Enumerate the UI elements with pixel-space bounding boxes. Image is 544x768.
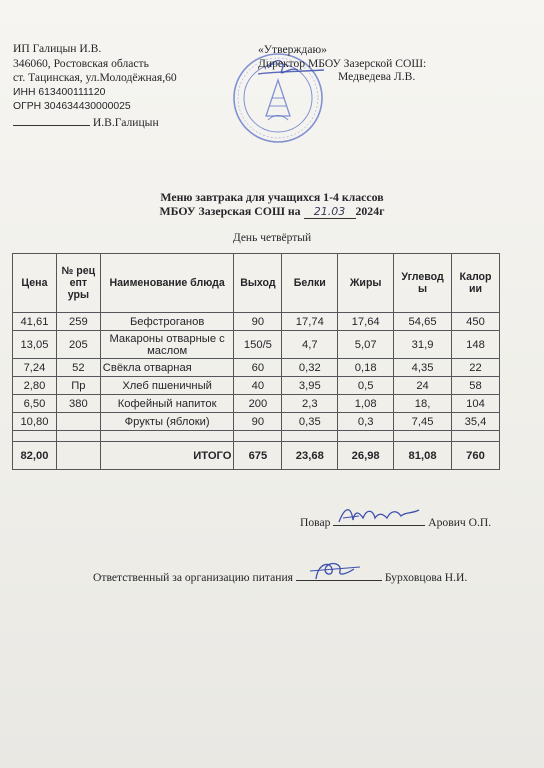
cell-price: 10,80 <box>13 413 57 431</box>
document-title <box>0 190 544 219</box>
cell-dish: Фрукты (яблоки) <box>100 413 234 431</box>
cell-calories: 450 <box>452 313 500 331</box>
table-row <box>13 313 500 331</box>
header-price: Цена <box>13 254 57 313</box>
cell-carbs: 7,45 <box>394 413 452 431</box>
cell-empty <box>394 431 452 442</box>
responsible-signature-icon <box>296 557 382 583</box>
cell-calories: 104 <box>452 395 500 413</box>
responsible-signature-block <box>93 569 533 584</box>
responsible-name: Бурховцова Н.И. <box>384 571 468 584</box>
cook-signature-icon <box>333 502 425 528</box>
cook-signature-block <box>300 514 540 529</box>
cell-calories: 22 <box>452 359 500 377</box>
cell-dish: Кофейный напиток <box>100 395 234 413</box>
header-recipe: № рец епт уры <box>56 254 100 313</box>
cell-empty <box>13 431 57 442</box>
header-carbs: Углевод ы <box>394 254 452 313</box>
cell-empty <box>234 431 282 442</box>
approval-heading: «Утверждаю» <box>258 43 327 56</box>
cell-price: 7,24 <box>13 359 57 377</box>
cell-fats: 1,08 <box>338 395 394 413</box>
header-calories: Калор ии <box>452 254 500 313</box>
cell-carbs: 54,65 <box>394 313 452 331</box>
cell-proteins: 17,74 <box>282 313 338 331</box>
cell-fats: 5,07 <box>338 331 394 359</box>
total-label: ИТОГО <box>100 442 234 470</box>
cell-empty <box>452 431 500 442</box>
cell-fats: 0,5 <box>338 377 394 395</box>
cell-recipe: 52 <box>56 359 100 377</box>
cell-fats: 0,3 <box>338 413 394 431</box>
cell-dish: Макароны отварные с маслом <box>100 331 234 359</box>
total-proteins: 23,68 <box>282 442 338 470</box>
table-row <box>13 331 500 359</box>
total-calories: 760 <box>452 442 500 470</box>
total-price: 82,00 <box>13 442 57 470</box>
supplier-inn: ИНН 613400111120 <box>13 86 106 98</box>
cook-label: Повар <box>300 516 331 529</box>
menu-table <box>12 253 500 470</box>
table-row-empty <box>13 431 500 442</box>
total-yield: 675 <box>234 442 282 470</box>
signature-blank <box>13 115 90 126</box>
header-yield: Выход <box>234 254 282 313</box>
cell-yield: 90 <box>234 413 282 431</box>
cook-name: Арович О.П. <box>428 516 492 529</box>
title-year: 2024г <box>355 204 385 218</box>
cell-yield: 150/5 <box>234 331 282 359</box>
menu-date: 21.03 <box>304 206 356 219</box>
cell-proteins: 3,95 <box>282 377 338 395</box>
cell-empty <box>100 431 234 442</box>
responsible-signature-line <box>296 569 382 581</box>
table-total-row <box>13 442 500 470</box>
total-spacer <box>56 442 100 470</box>
cell-carbs: 24 <box>394 377 452 395</box>
cell-proteins: 0,35 <box>282 413 338 431</box>
supplier-block <box>13 42 253 131</box>
cell-dish: Бефстроганов <box>100 313 234 331</box>
cell-yield: 60 <box>234 359 282 377</box>
approval-position: Директор МБОУ Зазерской СОШ: <box>258 56 427 70</box>
cell-recipe: 205 <box>56 331 100 359</box>
title-school: МБОУ Зазерская СОШ на <box>159 204 301 218</box>
cell-empty <box>282 431 338 442</box>
supplier-signature-line <box>13 115 253 131</box>
table-row <box>13 395 500 413</box>
cell-recipe: Пр <box>56 377 100 395</box>
cell-recipe <box>56 413 100 431</box>
cell-price: 6,50 <box>13 395 57 413</box>
title-line-2 <box>0 204 544 219</box>
cell-calories: 58 <box>452 377 500 395</box>
cell-dish: Свёкла отварная <box>100 359 234 377</box>
header-proteins: Белки <box>282 254 338 313</box>
cell-yield: 90 <box>234 313 282 331</box>
header-dish: Наименование блюда <box>100 254 234 313</box>
responsible-label: Ответственный за организацию питания <box>93 571 293 584</box>
cell-recipe: 380 <box>56 395 100 413</box>
header-fats: Жиры <box>338 254 394 313</box>
cell-calories: 148 <box>452 331 500 359</box>
cell-recipe: 259 <box>56 313 100 331</box>
total-fats: 26,98 <box>338 442 394 470</box>
cell-price: 2,80 <box>13 377 57 395</box>
supplier-postcode-region: 346060, Ростовская область <box>13 56 149 70</box>
table-header-row <box>13 254 500 313</box>
table-row <box>13 377 500 395</box>
day-label: День четвёртый <box>232 232 312 244</box>
cell-carbs: 31,9 <box>394 331 452 359</box>
cell-yield: 40 <box>234 377 282 395</box>
total-carbs: 81,08 <box>394 442 452 470</box>
title-line-1: Меню завтрака для учащихся 1-4 классов <box>160 190 384 204</box>
cell-carbs: 18, <box>394 395 452 413</box>
cell-fats: 17,64 <box>338 313 394 331</box>
supplier-ogrn: ОГРН 304634430000025 <box>13 101 131 113</box>
cell-dish: Хлеб пшеничный <box>100 377 234 395</box>
cell-yield: 200 <box>234 395 282 413</box>
approval-block <box>258 43 538 84</box>
supplier-owner: ИП Галицын И.В. <box>13 42 102 55</box>
cook-signature-line <box>333 514 425 526</box>
table-row <box>13 413 500 431</box>
cell-empty <box>56 431 100 442</box>
cell-proteins: 0,32 <box>282 359 338 377</box>
approval-name: Медведева Л.В. <box>338 70 416 83</box>
supplier-signatory: И.В.Галицын <box>92 115 159 129</box>
cell-price: 41,61 <box>13 313 57 331</box>
cell-fats: 0,18 <box>338 359 394 377</box>
cell-proteins: 4,7 <box>282 331 338 359</box>
cell-calories: 35,4 <box>452 413 500 431</box>
cell-proteins: 2,3 <box>282 395 338 413</box>
table-row <box>13 359 500 377</box>
cell-carbs: 4,35 <box>394 359 452 377</box>
cell-empty <box>338 431 394 442</box>
supplier-address: ст. Тацинская, ул.Молодёжная,60 <box>13 71 177 85</box>
cell-price: 13,05 <box>13 331 57 359</box>
